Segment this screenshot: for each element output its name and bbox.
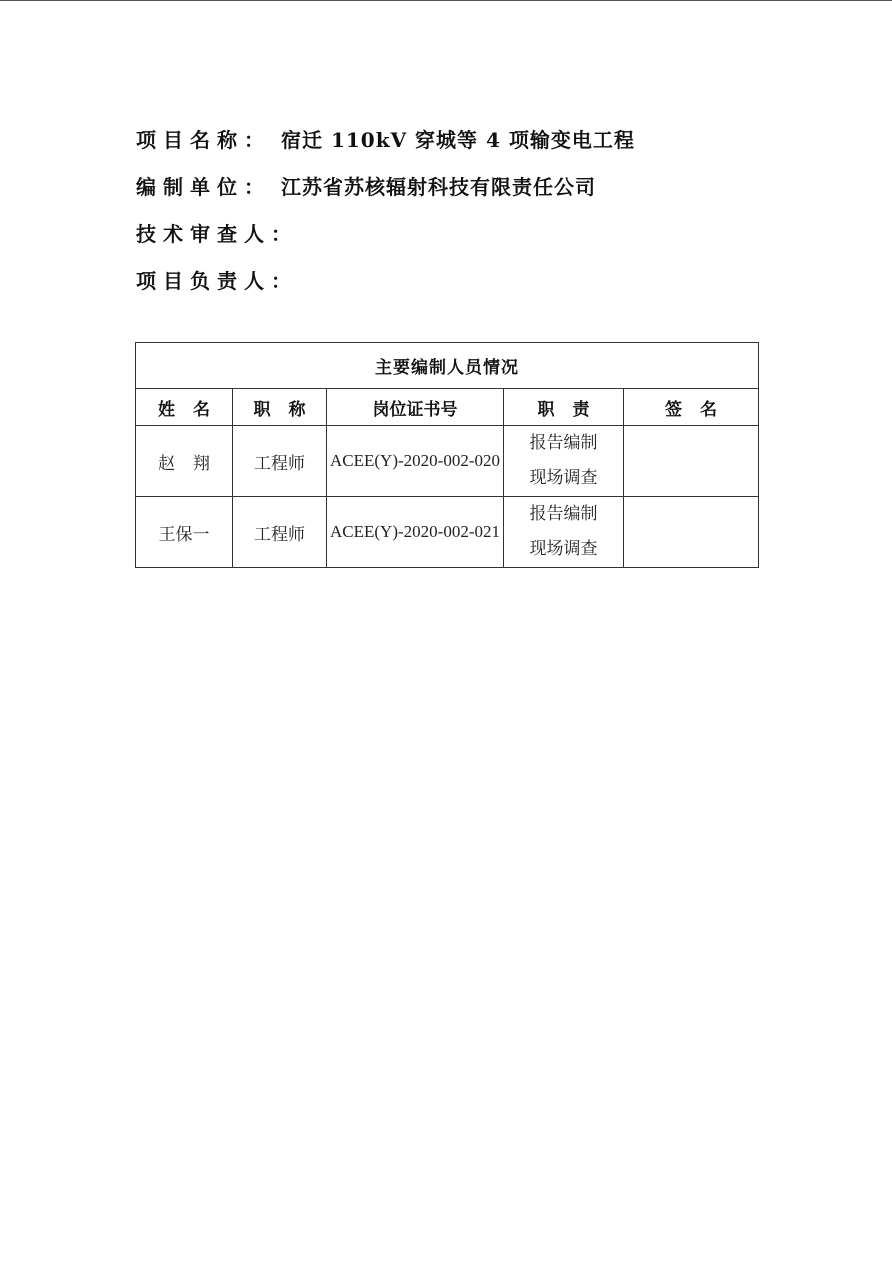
header-signature: 签名 bbox=[624, 389, 759, 426]
table-caption: 主要编制人员情况 bbox=[136, 343, 759, 389]
staff-cert-number: ACEE(Y)-2020-002-021 bbox=[327, 497, 504, 568]
project-leader-line bbox=[136, 257, 635, 304]
staff-duty bbox=[504, 426, 624, 497]
page-top-border bbox=[0, 0, 892, 1]
staff-name: 王保一 bbox=[136, 497, 233, 568]
technical-reviewer-label: 技术审查人： bbox=[136, 221, 298, 246]
staff-signature bbox=[624, 497, 759, 568]
header-duty: 职责 bbox=[504, 389, 624, 426]
duty-item: 现场调查 bbox=[529, 539, 598, 559]
header-name: 姓名 bbox=[136, 389, 233, 426]
staff-table bbox=[135, 342, 759, 568]
prepared-by-value: 江苏省苏核辐射科技有限责任公司 bbox=[281, 174, 596, 199]
duty-item: 现场调查 bbox=[529, 468, 598, 488]
header-title: 职称 bbox=[233, 389, 327, 426]
header-cert-number: 岗位证书号 bbox=[327, 389, 504, 426]
project-name-label: 项目名称： bbox=[136, 127, 271, 152]
table-header-row bbox=[136, 389, 759, 426]
staff-signature bbox=[624, 426, 759, 497]
staff-title: 工程师 bbox=[233, 426, 327, 497]
duty-item: 报告编制 bbox=[529, 504, 598, 524]
project-info bbox=[136, 116, 635, 304]
technical-reviewer-line bbox=[136, 210, 635, 257]
staff-cert-number: ACEE(Y)-2020-002-020 bbox=[327, 426, 504, 497]
table-caption-row bbox=[136, 343, 759, 389]
staff-duty bbox=[504, 497, 624, 568]
staff-name: 赵翔 bbox=[136, 426, 233, 497]
table-row bbox=[136, 426, 759, 497]
project-leader-label: 项目负责人： bbox=[136, 268, 298, 293]
prepared-by-label: 编制单位： bbox=[136, 174, 271, 199]
project-name-value: 宿迁 110kV 穿城等 4 项输变电工程 bbox=[281, 127, 635, 152]
table-row bbox=[136, 497, 759, 568]
staff-title: 工程师 bbox=[233, 497, 327, 568]
duty-item: 报告编制 bbox=[529, 433, 598, 453]
project-name-line bbox=[136, 116, 635, 163]
prepared-by-line bbox=[136, 163, 635, 210]
